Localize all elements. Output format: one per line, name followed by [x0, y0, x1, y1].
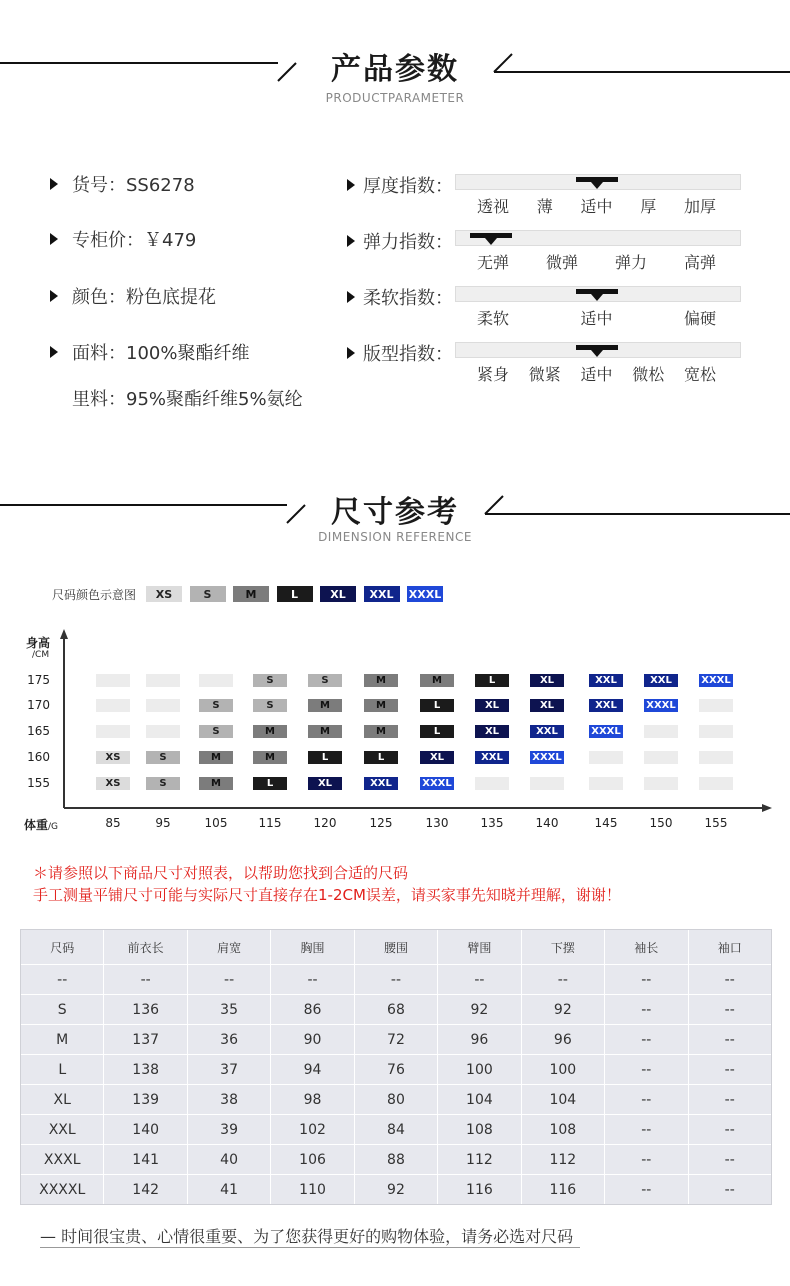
chart-cell-m: M	[308, 699, 342, 712]
table-cell: M	[21, 1025, 104, 1054]
table-cell: --	[605, 1115, 688, 1144]
chart-cell-empty	[530, 777, 564, 790]
chart-cell-xl: XL	[530, 699, 564, 712]
param-lining: 里料：95%聚酯纤维5%氨纶	[72, 389, 303, 410]
param-color: 颜色：粉色底提花	[50, 283, 216, 309]
table-cell: 136	[104, 995, 187, 1024]
chart-cell-xs: XS	[96, 777, 130, 790]
chart-cell-xl: XL	[530, 674, 564, 687]
table-cell: --	[104, 965, 187, 994]
legend-size-s: S	[190, 586, 226, 602]
chart-cell-m: M	[199, 777, 233, 790]
table-row	[21, 1054, 771, 1084]
triangle-bullet-icon	[50, 290, 58, 302]
table-cell: L	[21, 1055, 104, 1084]
triangle-bullet-icon	[347, 347, 355, 359]
chart-cell-empty	[96, 674, 130, 687]
y-tick-label: 175	[27, 673, 50, 687]
chart-cell-xxl: XXL	[475, 751, 509, 764]
table-cell: --	[605, 965, 688, 994]
table-header-cell: 袖口	[717, 940, 742, 955]
index-label: 弹力指数：	[347, 228, 453, 254]
index-label: 厚度指数：	[347, 172, 453, 198]
chart-cell-empty	[146, 674, 180, 687]
table-cell: 36	[188, 1025, 271, 1054]
table-cell: 98	[271, 1085, 354, 1114]
chart-cell-s: S	[146, 751, 180, 764]
param-price: 专柜价：￥479	[50, 226, 196, 252]
table-cell: --	[271, 965, 354, 994]
chart-cell-empty	[589, 777, 623, 790]
table-header-row	[21, 930, 771, 964]
chart-cell-s: S	[199, 725, 233, 738]
index-marker-pointer	[485, 238, 497, 245]
index-label: 柔软指数：	[347, 284, 453, 310]
legend-label: 尺码颜色示意图	[52, 588, 137, 602]
chart-cell-empty	[475, 777, 509, 790]
table-cell: 92	[355, 1175, 438, 1204]
chart-cell-m: M	[420, 674, 454, 687]
table-cell: --	[605, 1055, 688, 1084]
y-tick-label: 155	[27, 776, 50, 790]
chart-cell-xxxl: XXXL	[530, 751, 564, 764]
table-cell: 88	[355, 1145, 438, 1174]
table-cell: 100	[522, 1055, 605, 1084]
chart-cell-xl: XL	[308, 777, 342, 790]
footer-underline	[40, 1247, 580, 1248]
table-cell: 94	[271, 1055, 354, 1084]
chart-cell-l: L	[475, 674, 509, 687]
chart-cell-empty	[644, 751, 678, 764]
chart-cell-xxxl: XXXL	[699, 674, 733, 687]
table-cell: 37	[188, 1055, 271, 1084]
table-cell: 96	[438, 1025, 521, 1054]
triangle-bullet-icon	[50, 178, 58, 190]
table-cell: --	[724, 1091, 735, 1108]
y-axis-label: 身高	[26, 636, 51, 650]
index-marker-pointer	[591, 182, 603, 189]
table-header-cell: 前衣长	[104, 930, 187, 964]
note-measurement: 手工测量平铺尺寸可能与实际尺寸直接存在1-2CM误差，请买家事先知晓并理解，谢谢！	[33, 886, 621, 904]
chart-cell-m: M	[253, 725, 287, 738]
table-cell: XXXXL	[21, 1175, 104, 1204]
section2-subtitle: DIMENSION REFERENCE	[318, 530, 472, 544]
table-cell: 104	[438, 1085, 521, 1114]
chart-cell-xxl: XXL	[644, 674, 678, 687]
chart-cell-xxl: XXL	[530, 725, 564, 738]
x-tick-label: 115	[258, 816, 282, 830]
table-row	[21, 1114, 771, 1144]
index-option: 无弹	[476, 253, 509, 272]
chart-cell-empty	[699, 777, 733, 790]
triangle-bullet-icon	[347, 179, 355, 191]
chart-cell-s: S	[253, 674, 287, 687]
section2-title: 尺寸参考	[331, 495, 459, 530]
chart-cell-l: L	[308, 751, 342, 764]
x-tick-label: 95	[155, 816, 171, 830]
table-cell: 104	[522, 1085, 605, 1114]
chart-cell-l: L	[253, 777, 287, 790]
table-header-cell: 袖长	[605, 930, 688, 964]
chart-cell-m: M	[199, 751, 233, 764]
chart-cell-empty	[699, 699, 733, 712]
table-cell: 106	[271, 1145, 354, 1174]
y-tick-label: 165	[27, 724, 50, 738]
table-cell: 102	[271, 1115, 354, 1144]
chart-cell-xxxl: XXXL	[589, 725, 623, 738]
chart-cell-empty	[589, 751, 623, 764]
chart-cell-empty	[96, 725, 130, 738]
table-cell: --	[724, 1121, 735, 1138]
table-cell: 141	[104, 1145, 187, 1174]
section1-subtitle: PRODUCTPARAMETER	[325, 91, 465, 105]
chart-cell-m: M	[364, 699, 398, 712]
legend-size-l: L	[277, 586, 313, 602]
x-tick-label: 120	[313, 816, 337, 830]
table-cell: --	[188, 965, 271, 994]
chart-cell-m: M	[253, 751, 287, 764]
x-axis-label: 体重/G	[24, 818, 59, 832]
index-option: 适中	[580, 197, 613, 216]
index-option: 适中	[580, 309, 613, 328]
table-cell: --	[724, 971, 735, 988]
table-cell: 76	[355, 1055, 438, 1084]
table-cell: XL	[21, 1085, 104, 1114]
table-cell: 110	[271, 1175, 354, 1204]
y-tick-label: 160	[27, 750, 50, 764]
index-option: 偏硬	[683, 309, 716, 328]
index-option: 微弹	[545, 253, 578, 272]
footer-note: — 时间很宝贵、心情很重要、为了您获得更好的购物体验，请务必选对尺码	[40, 1227, 574, 1246]
table-row	[21, 1024, 771, 1054]
chart-cell-m: M	[308, 725, 342, 738]
table-cell: 112	[522, 1145, 605, 1174]
chart-cell-l: L	[420, 699, 454, 712]
triangle-bullet-icon	[50, 346, 58, 358]
table-cell: --	[605, 1085, 688, 1114]
index-option: 紧身	[476, 365, 509, 384]
x-tick-label: 150	[649, 816, 673, 830]
triangle-bullet-icon	[347, 291, 355, 303]
table-cell: 112	[438, 1145, 521, 1174]
chart-cell-xxxl: XXXL	[644, 699, 678, 712]
table-cell: --	[724, 1181, 735, 1198]
table-cell: 137	[104, 1025, 187, 1054]
chart-cell-m: M	[364, 674, 398, 687]
table-cell: --	[724, 1031, 735, 1048]
table-cell: 41	[188, 1175, 271, 1204]
index-marker-pointer	[591, 294, 603, 301]
legend-size-xl: XL	[320, 586, 356, 602]
chart-cell-empty	[96, 699, 130, 712]
table-row	[21, 994, 771, 1024]
chart-cell-s: S	[146, 777, 180, 790]
table-cell: 80	[355, 1085, 438, 1114]
table-cell: 142	[104, 1175, 187, 1204]
x-tick-label: 155	[704, 816, 728, 830]
index-option: 加厚	[683, 197, 716, 216]
index-option: 柔软	[476, 309, 509, 328]
table-cell: --	[605, 1025, 688, 1054]
table-header-cell: 腰围	[355, 930, 438, 964]
legend-size-xxxl: XXXL	[408, 587, 442, 601]
table-cell: 35	[188, 995, 271, 1024]
table-cell: 72	[355, 1025, 438, 1054]
index-option: 微紧	[528, 365, 561, 384]
chart-cell-xxl: XXL	[589, 674, 623, 687]
table-row	[21, 1144, 771, 1174]
legend-size-m: M	[233, 586, 269, 602]
chart-cell-empty	[199, 674, 233, 687]
table-cell: 139	[104, 1085, 187, 1114]
table-header-cell: 臂围	[438, 930, 521, 964]
legend-size-xxl: XXL	[364, 586, 400, 602]
table-cell: --	[355, 965, 438, 994]
table-cell: 40	[188, 1145, 271, 1174]
table-cell: 84	[355, 1115, 438, 1144]
table-cell: 96	[522, 1025, 605, 1054]
table-cell: --	[438, 965, 521, 994]
chart-cell-xl: XL	[475, 699, 509, 712]
chart-cell-empty	[146, 699, 180, 712]
index-option: 厚	[640, 197, 657, 216]
chart-cell-l: L	[420, 725, 454, 738]
chart-cell-xl: XL	[420, 751, 454, 764]
table-cell: XXXL	[21, 1145, 104, 1174]
table-cell: --	[605, 1145, 688, 1174]
table-cell: 140	[104, 1115, 187, 1144]
table-cell: 108	[438, 1115, 521, 1144]
chart-cell-xs: XS	[96, 751, 130, 764]
chart-cell-s: S	[308, 674, 342, 687]
table-header-cell: 肩宽	[188, 930, 271, 964]
table-cell: 90	[271, 1025, 354, 1054]
section1-title: 产品参数	[331, 52, 459, 87]
index-marker-pointer	[591, 350, 603, 357]
chart-cell-m: M	[364, 725, 398, 738]
table-cell: 68	[355, 995, 438, 1024]
table-row	[21, 964, 771, 994]
x-tick-label: 105	[204, 816, 228, 830]
index-option: 高弹	[683, 253, 716, 272]
table-cell: 39	[188, 1115, 271, 1144]
table-cell: 92	[522, 995, 605, 1024]
table-header-cell: 尺码	[21, 930, 104, 964]
y-tick-label: 170	[27, 698, 50, 712]
index-option: 弹力	[614, 253, 647, 272]
legend-size-xs: XS	[146, 586, 182, 602]
table-cell: 86	[271, 995, 354, 1024]
y-axis-unit: /CM	[32, 650, 50, 660]
index-label: 版型指数：	[347, 340, 453, 366]
chart-cell-s: S	[199, 699, 233, 712]
chart-cell-empty	[146, 725, 180, 738]
x-tick-label: 145	[594, 816, 618, 830]
table-cell: --	[724, 1061, 735, 1078]
table-header-cell: 胸围	[271, 930, 354, 964]
table-cell: XXL	[21, 1115, 104, 1144]
table-header-cell: 下摆	[522, 930, 605, 964]
table-cell: 108	[522, 1115, 605, 1144]
param-fabric: 面料：100%聚酯纤维	[50, 339, 249, 365]
chart-cell-empty	[644, 777, 678, 790]
table-cell: --	[724, 1151, 735, 1168]
x-tick-label: 140	[535, 816, 559, 830]
index-option: 适中	[580, 365, 613, 384]
table-cell: 92	[438, 995, 521, 1024]
chart-cell-xxl: XXL	[364, 777, 398, 790]
chart-cell-xl: XL	[475, 725, 509, 738]
size-table	[20, 929, 772, 1205]
param-sku: 货号：SS6278	[50, 171, 195, 197]
x-tick-label: 130	[425, 816, 449, 830]
index-option: 透视	[476, 197, 509, 216]
note-reference: ＊请参照以下商品尺寸对照表，以帮助您找到合适的尺码	[33, 864, 409, 882]
index-option: 宽松	[683, 365, 716, 384]
chart-cell-l: L	[364, 751, 398, 764]
table-cell: 138	[104, 1055, 187, 1084]
table-cell: 100	[438, 1055, 521, 1084]
table-row	[21, 1174, 771, 1204]
x-tick-label: 85	[105, 816, 121, 830]
table-cell: --	[605, 1175, 688, 1204]
chart-cell-xxl: XXL	[589, 699, 623, 712]
index-option: 微松	[632, 365, 665, 384]
table-cell: --	[522, 965, 605, 994]
chart-cell-xxxl: XXXL	[420, 777, 454, 790]
x-tick-label: 135	[480, 816, 504, 830]
chart-cell-empty	[699, 751, 733, 764]
x-tick-label: 125	[369, 816, 393, 830]
triangle-bullet-icon	[50, 233, 58, 245]
table-row	[21, 1084, 771, 1114]
table-cell: 116	[438, 1175, 521, 1204]
table-cell: 116	[522, 1175, 605, 1204]
triangle-bullet-icon	[347, 235, 355, 247]
table-cell: --	[21, 965, 104, 994]
chart-cell-empty	[699, 725, 733, 738]
chart-cell-empty	[644, 725, 678, 738]
table-cell: S	[21, 995, 104, 1024]
table-cell: --	[724, 1001, 735, 1018]
chart-cell-s: S	[253, 699, 287, 712]
table-cell: 38	[188, 1085, 271, 1114]
index-option: 薄	[536, 197, 553, 216]
table-cell: --	[605, 995, 688, 1024]
